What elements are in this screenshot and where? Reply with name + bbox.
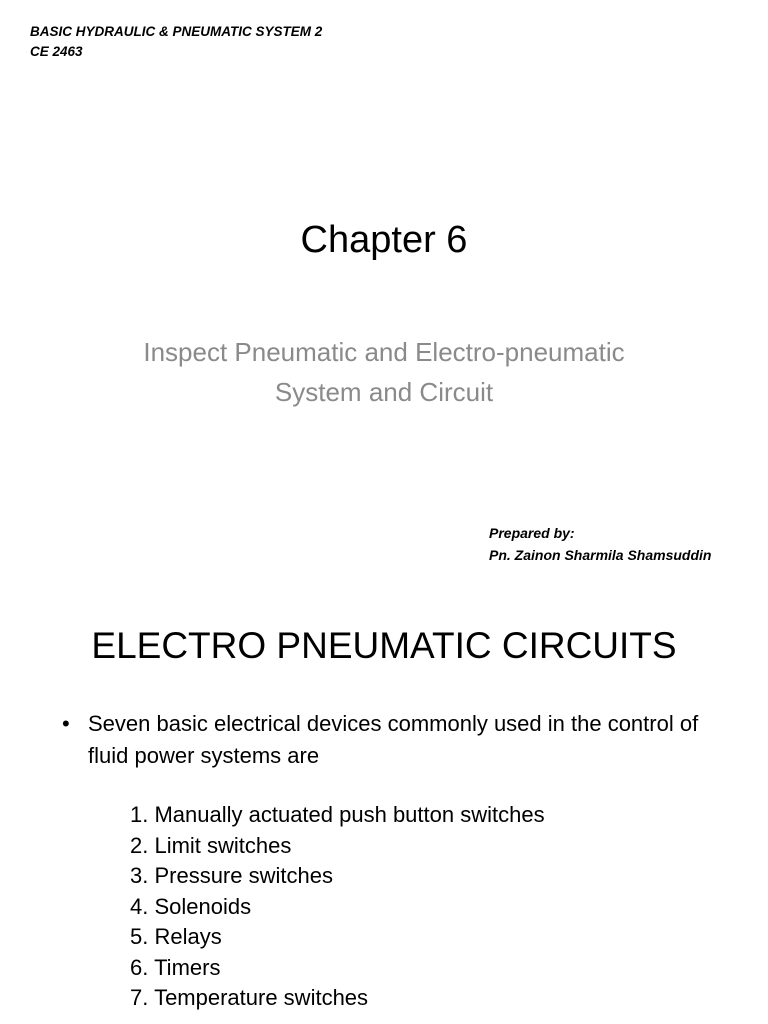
list-item: 3. Pressure switches: [130, 863, 333, 888]
chapter-subtitle: Inspect Pneumatic and Electro-pneumatic System and Circuit: [143, 337, 625, 407]
list-item: 6. Timers: [130, 954, 221, 980]
list-item: 2. Limit switches: [130, 832, 292, 858]
author-name: Pn. Zainon Sharmila Shamsuddin: [489, 547, 712, 563]
device-list: [130, 800, 545, 1014]
list-item: 1. Manually actuated push button switches: [130, 802, 545, 827]
course-title: BASIC HYDRAULIC & PNEUMATIC SYSTEM 2: [30, 24, 323, 39]
content-slide: [0, 596, 768, 1024]
prepared-by-label: Prepared by:: [489, 525, 575, 541]
course-code: CE 2463: [30, 44, 83, 59]
list-item: 7. Temperature switches: [130, 985, 369, 1010]
bullet-item: [62, 708, 742, 772]
list-item: 4. Solenoids: [130, 893, 252, 919]
bullet-dot-icon: •: [62, 711, 70, 736]
chapter-title: Chapter 6: [300, 219, 468, 261]
slide-heading: ELECTRO PNEUMATIC CIRCUITS: [91, 625, 677, 666]
prepared-by-block: [489, 522, 711, 566]
course-header: [30, 22, 322, 62]
bullet-text: Seven basic electrical devices commonly used in the control of fluid power systems are: [88, 711, 699, 768]
list-item: 5. Relays: [130, 924, 222, 949]
